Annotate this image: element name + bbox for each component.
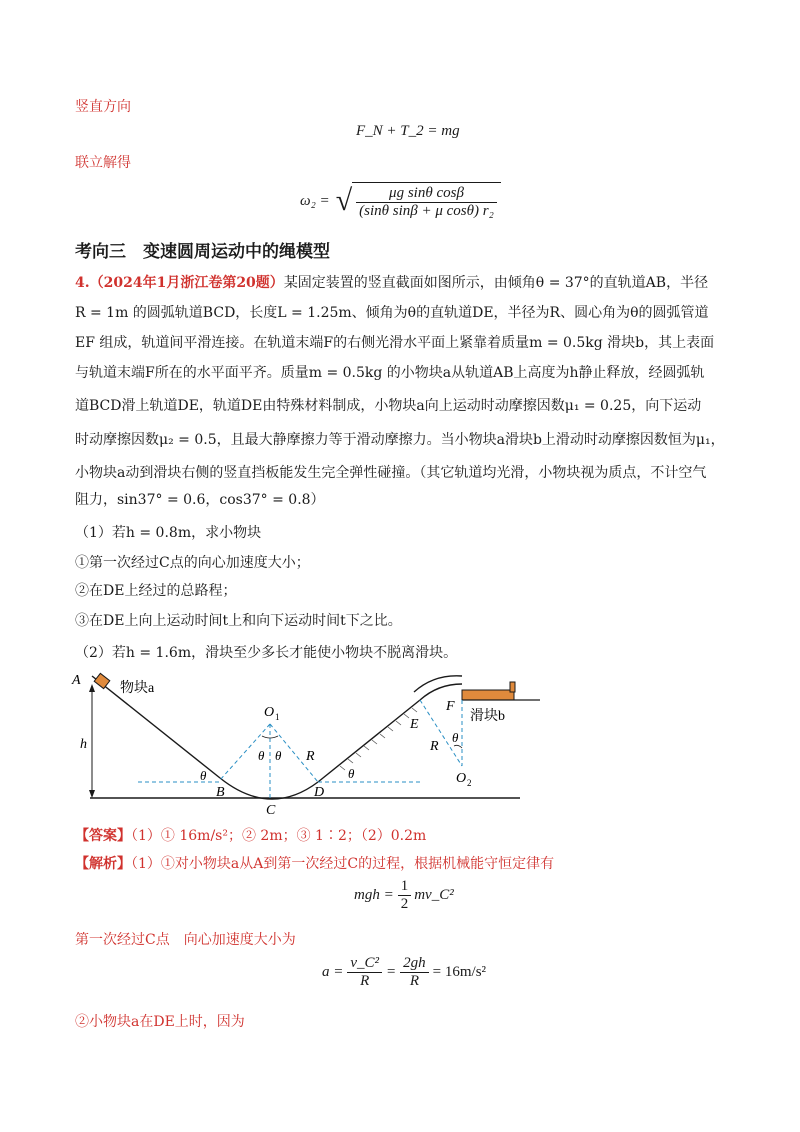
slider-b-stop: [510, 682, 515, 692]
omega-denominator: (sinθ sinβ + μ cosθ) r₂: [359, 203, 494, 219]
arc-bcd: [220, 778, 318, 799]
problem-line-4: 与轨道末端F所在的水平面平齐。质量m = 0.5kg 的小物块a从轨道AB上高度为h静止释放，经圆弧轨: [75, 365, 705, 381]
half-fraction: [398, 878, 412, 913]
energy-rhs: mv_C²: [414, 887, 454, 903]
accel-fraction-2: [400, 955, 429, 990]
answer-label: 【答案】: [75, 828, 131, 844]
label-a: A: [72, 673, 81, 688]
angle-arc-o1: [262, 736, 278, 738]
accel-rhs: = 16m/s²: [432, 964, 487, 980]
question-1b: ②在DE上经过的总路程；: [75, 583, 237, 599]
accel-f1-den: R: [360, 973, 370, 989]
vertical-direction-label: 竖直方向: [75, 99, 131, 115]
label-r-2: R: [430, 739, 439, 754]
problem-source: 4.（2024年1月浙江卷第20题）: [75, 275, 284, 291]
label-c: C: [266, 803, 276, 818]
problem-line-5: 道BCD滑上轨道DE，轨道DE由特殊材料制成，小物块a向上运动时动摩擦因数μ₁ = 0.25，向下运动: [75, 398, 702, 414]
half-den: 2: [400, 896, 409, 912]
answer-text: （1）① 16m/s²；② 2m；③ 1∶2；（2）0.2m: [131, 828, 427, 844]
construction-lines: [138, 700, 462, 798]
analysis-line-2: 第一次经过C点 向心加速度大小为: [75, 932, 296, 948]
de-hatching: [340, 708, 417, 770]
problem-line-3: EF 组成，轨道间平滑连接。在轨道末端F的右侧光滑水平面上紧靠着质量m = 0.5kg 滑块b，其上表面: [75, 335, 715, 351]
angle-arc-o2: [454, 745, 462, 748]
accel-fraction-1: [347, 955, 382, 990]
accel-f2-num: 2gh: [400, 955, 429, 973]
label-e: E: [410, 717, 419, 732]
pipe-ef-inner: [420, 684, 462, 700]
omega-lhs: ω₂ =: [300, 192, 330, 209]
height-arrow-top-icon: [89, 684, 95, 692]
label-o1-sub: 1: [275, 712, 280, 722]
problem-line-7: 小物块a动到滑块右侧的竖直挡板能发生完全弹性碰撞。（其它轨道均光滑，小物块视为质点，不计空气: [75, 465, 707, 481]
label-h: h: [80, 737, 87, 752]
energy-equation: [354, 878, 454, 913]
label-theta-2: θ: [275, 748, 282, 763]
omega-numerator: μg sinθ cosβ: [356, 185, 497, 203]
omega-equation: [300, 182, 501, 220]
accel-f2-den: R: [409, 973, 419, 989]
track-diagram: [70, 670, 550, 818]
problem-line-1: [75, 273, 708, 293]
question-2: （2）若h = 1.6m，滑块至少多长才能使小物块不脱离滑块。: [75, 645, 458, 661]
question-1c: ③在DE上向上运动时间t上和向下运动时间t下之比。: [75, 613, 402, 629]
analysis-line-3: ②小物块a在DE上时，因为: [75, 1014, 245, 1030]
label-b: B: [216, 785, 225, 800]
acceleration-equation: [322, 955, 486, 990]
label-o1: O: [264, 705, 275, 720]
question-1: （1）若h = 0.8m，求小物块: [75, 525, 262, 541]
section-title: 考向三 变速圆周运动中的绳模型: [75, 242, 330, 262]
label-theta-5: θ: [452, 730, 459, 745]
problem-line-8: 阻力，sin37° = 0.6，cos37° = 0.8）: [75, 492, 325, 508]
incline-de: [318, 700, 420, 782]
label-d: D: [314, 785, 325, 800]
problem-text-1: 某固定装置的竖直截面如图所示，由倾角θ = 37°的直轨道AB，半径: [283, 275, 709, 291]
energy-lhs: mgh =: [354, 887, 394, 903]
analysis-text: （1）①对小物块a从A到第一次经过C的过程，根据机械能守恒定律有: [131, 856, 555, 872]
label-slider-b: 滑块b: [470, 709, 505, 724]
problem-line-6: 时动摩擦因数μ₂ = 0.5，且最大静摩擦力等于滑动摩擦力。当小物块a滑块b上滑动时动摩擦因数恒为μ₁，: [75, 432, 725, 448]
answer-line: [75, 826, 426, 846]
accel-lhs: a =: [322, 964, 344, 980]
analysis-line-1: [75, 854, 554, 874]
label-r-1: R: [306, 749, 315, 764]
half-num: 1: [398, 878, 412, 896]
incline-ab: [92, 676, 220, 778]
slider-b: [462, 690, 514, 700]
question-1a: ①第一次经过C点的向心加速度大小；: [75, 555, 310, 571]
label-o2-sub: 2: [467, 778, 472, 788]
label-block-a: 物块a: [120, 681, 155, 696]
accel-eq: =: [386, 964, 397, 980]
height-arrow-bottom-icon: [89, 790, 95, 798]
block-a: [94, 673, 110, 688]
sqrt-icon: √: [335, 184, 353, 217]
label-theta-1: θ: [258, 748, 265, 763]
label-f: F: [446, 699, 455, 714]
omega-radicand: [352, 182, 501, 220]
solve-label: 联立解得: [75, 155, 131, 171]
accel-f1-num: v_C²: [347, 955, 382, 973]
label-o2: O: [456, 771, 467, 786]
label-theta-3: θ: [200, 768, 207, 783]
label-theta-4: θ: [348, 766, 355, 781]
force-equation: F_N + T_2 = mg: [356, 123, 460, 139]
analysis-label: 【解析】: [75, 856, 131, 872]
problem-line-2: R = 1m 的圆弧轨道BCD，长度L = 1.25m、倾角为θ的直轨道DE，半径为R、圆心角为θ的圆弧管道: [75, 305, 709, 321]
